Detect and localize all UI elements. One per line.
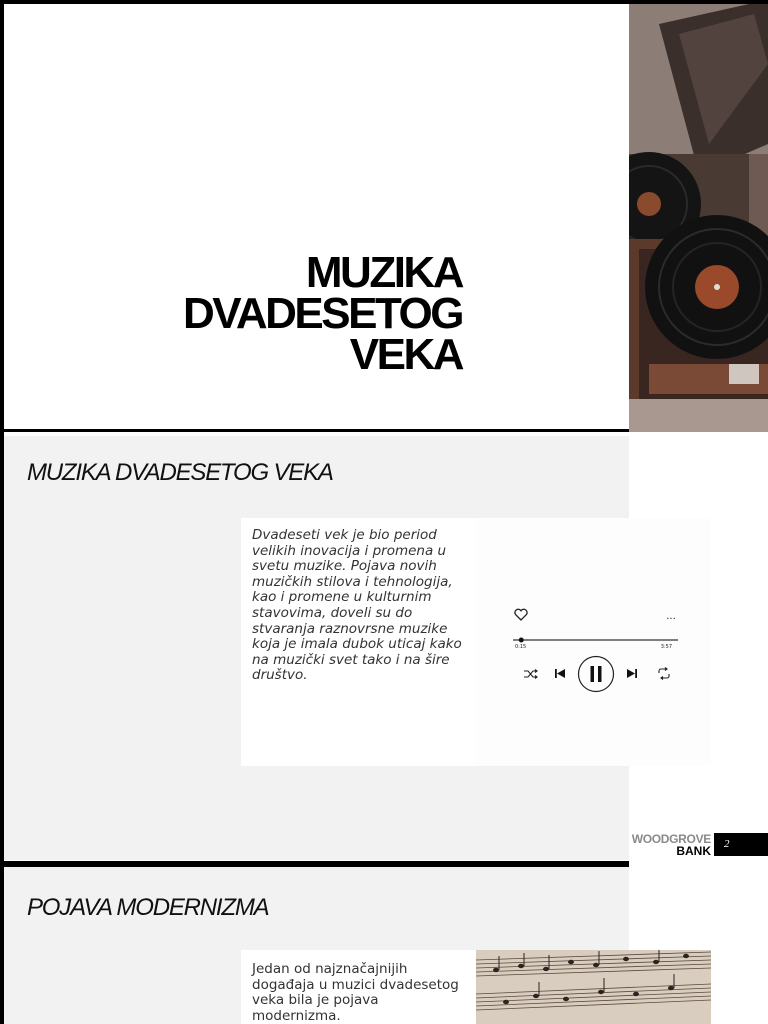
slide-heading: POJAVA MODERNIZMA (27, 894, 269, 921)
body-text: Jedan od najznačajnijih događaja u muzici dvadesetog veka bila je pojava modernizma. (252, 961, 459, 1024)
audio-player (476, 518, 711, 766)
previous-icon[interactable] (555, 669, 565, 678)
logo-line-2: BANK (676, 844, 711, 858)
left-border (0, 864, 4, 1024)
page-number: 2 (714, 833, 768, 856)
heart-icon[interactable] (515, 609, 527, 620)
content-card (241, 950, 711, 1024)
pause-icon[interactable] (579, 657, 614, 692)
brand-logo (632, 833, 711, 857)
turntable-photo (629, 4, 768, 432)
body-text: Dvadeseti vek je bio period velikih inovacija i promena u svetu muzike. Pojava novih muzičkih stilova i tehnologija, kao i promene u kulturnim stavovima, doveli su do stvaranja raznovrsne muzike koja je imala dubok uticaj kako na muzički svet tako i na šire društvo. (252, 527, 462, 684)
elapsed-time: 0:15 (515, 644, 527, 650)
slide-heading: MUZIKA DVADESETOG VEKA (27, 459, 333, 486)
progress-knob[interactable] (519, 638, 524, 643)
more-icon[interactable] (666, 611, 676, 622)
duration-time: 3:57 (660, 644, 672, 650)
logo-line-1: WOODGROVE (631, 832, 711, 846)
title-line-2: DVADESETOG (183, 289, 462, 338)
slide-divider (0, 429, 629, 432)
content-slide-3 (0, 864, 768, 1024)
shuffle-icon[interactable] (524, 670, 537, 679)
title-line-1: MUZIKA (305, 248, 462, 297)
title-line-3: VEKA (349, 330, 462, 379)
slide-title (183, 248, 462, 379)
left-border (0, 436, 4, 864)
progress-bar[interactable] (513, 638, 678, 643)
slide-divider (0, 864, 629, 867)
repeat-icon[interactable] (659, 668, 669, 680)
left-border (0, 0, 4, 436)
svg-text:...: ... (666, 611, 676, 622)
content-card (241, 518, 711, 766)
sheet-music-photo (476, 950, 711, 1024)
content-slide-2 (0, 436, 768, 864)
title-slide (0, 0, 768, 436)
next-icon[interactable] (627, 669, 637, 678)
